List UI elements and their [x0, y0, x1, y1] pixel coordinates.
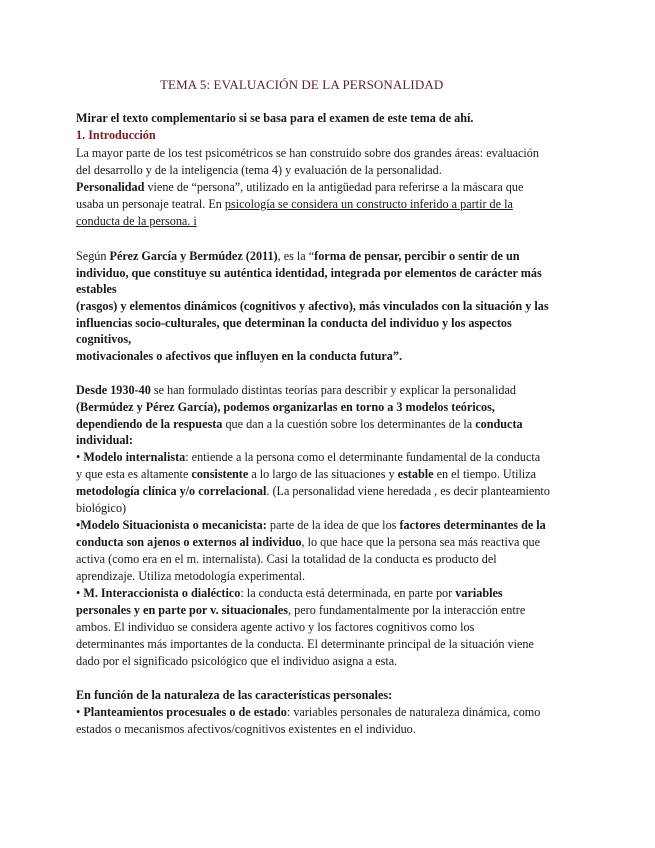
- text-run: conducta: [475, 417, 523, 431]
- text-run: estable: [397, 467, 434, 481]
- text-run: metodología clínica y/o correlacional: [76, 484, 267, 498]
- paragraph-line: [76, 382, 516, 398]
- paragraph-line: [76, 602, 525, 618]
- paragraph-line: [76, 416, 523, 432]
- section-subheading: En función de la naturaleza de las características personales:: [76, 688, 393, 702]
- paragraph-line: [76, 196, 513, 212]
- model-name: Modelo internalista: [83, 450, 186, 464]
- text-run: usaba un personaje teatral. En: [76, 197, 225, 211]
- model-name: •Modelo Situacionista o mecanicista:: [76, 518, 267, 532]
- paragraph-line: del desarrollo y de la inteligencia (tema 4) y evaluación de la personalidad.: [76, 163, 442, 177]
- definition-quote: influencias socio-culturales, que determinan la conducta del individuo y los aspectos: [76, 316, 512, 330]
- text-run: a lo largo de las situaciones y: [248, 467, 398, 481]
- date-range: Desde 1930-40: [76, 383, 151, 397]
- text-run: personales y en parte por v. situacionales: [76, 603, 289, 617]
- definition-quote: cognitivos,: [76, 332, 132, 346]
- paragraph-line: La mayor parte de los test psicométricos se han construido sobre dos grandes áreas: evaluación: [76, 146, 539, 160]
- text-run: , lo que hace que la persona sea más reactiva que: [301, 535, 541, 549]
- text-run: Planteamientos procesuales o de estado: [83, 705, 287, 719]
- paragraph-line: determinantes más importantes de la conducta. El determinante principal de la situación viene: [76, 637, 534, 651]
- paragraph-line: estados o mecanismos afectivos/cognitivos existentes en el individuo.: [76, 722, 416, 736]
- paragraph-line: activa (como era en el m. internalista). Casi la totalidad de la conducta es producto del: [76, 552, 497, 566]
- definition-quote: forma de pensar, percibir o sentir de un: [314, 249, 520, 263]
- citation: Pérez García y Bermúdez (2011): [109, 249, 278, 263]
- model-internalista: [76, 449, 540, 465]
- bullet: •: [76, 586, 84, 600]
- text-run: conducta son ajenos o externos al individuo: [76, 535, 302, 549]
- paragraph-line: individual:: [76, 433, 133, 447]
- text-run: factores determinantes de la: [399, 518, 546, 532]
- paragraph-line: [76, 248, 520, 264]
- model-situacionista: [76, 517, 546, 533]
- complementary-note: Mirar el texto complementario si se basa para el examen de este tema de ahí.: [76, 111, 474, 125]
- model-interaccionista: [76, 585, 503, 601]
- text-run: en el tiempo. Utiliza: [433, 467, 537, 481]
- text-run: que dan a la cuestión sobre los determinantes de la: [222, 417, 476, 431]
- paragraph-line: dado por el significado psicológico que el individuo asigna a esta.: [76, 654, 398, 668]
- paragraph-line: [76, 466, 536, 482]
- text-run: : la conducta está determinada, en parte por: [240, 586, 456, 600]
- paragraph-line: [76, 179, 523, 195]
- text-run: . (La personalidad viene heredada , es decir planteamiento: [266, 484, 550, 498]
- text-run: Según: [76, 249, 110, 263]
- text-run: , es la “: [277, 249, 315, 263]
- paragraph-line: [76, 534, 540, 550]
- definition-quote: (rasgos) y elementos dinámicos (cognitivos y afectivo), más vinculados con la situación y las: [76, 299, 549, 313]
- text-run: se han formulado distintas teorías para describir y explicar la personalidad: [150, 383, 516, 397]
- paragraph-line: aprendizaje. Utiliza metodología experimental.: [76, 569, 306, 583]
- bullet: •: [76, 705, 84, 719]
- section-heading-introduccion: 1. Introducción: [76, 128, 156, 142]
- definition-quote: individuo, que constituye su auténtica identidad, integrada por elementos de carácter más: [76, 266, 542, 280]
- text-run: , pero fundamentalmente por la interacción entre: [288, 603, 526, 617]
- definition-quote: estables: [76, 282, 117, 296]
- paragraph-line: ambos. El individuo se considera agente activo y los factores cognitivos como los: [76, 620, 475, 634]
- text-run: viene de “persona”, utilizado en la antigüedad para referirse a la máscara que: [144, 180, 524, 194]
- text-run: : variables personales de naturaleza dinámica, como: [286, 705, 541, 719]
- underlined-definition: conducta de la persona. i: [76, 214, 197, 228]
- definition-quote: motivacionales o afectivos que influyen en la conducta futura”.: [76, 349, 403, 363]
- text-run: consistente: [191, 467, 249, 481]
- bullet: •: [76, 450, 84, 464]
- paragraph-line: (Bermúdez y Pérez García), podemos organizarlas en torno a 3 modelos teóricos,: [76, 400, 495, 414]
- paragraph-line: biológico): [76, 501, 127, 515]
- text-run: y que esta es altamente: [76, 467, 192, 481]
- paragraph-line: [76, 483, 550, 499]
- page-title: TEMA 5: EVALUACIÓN DE LA PERSONALIDAD: [160, 77, 444, 92]
- underlined-definition: psicología se considera un constructo inferido a partir de la: [224, 197, 513, 211]
- text-run: : entiende a la persona como el determinante fundamental de la conducta: [185, 450, 541, 464]
- model-name: M. Interaccionista o dialéctico: [83, 586, 241, 600]
- text-run: parte de la idea de que los: [266, 518, 400, 532]
- text-run: dependiendo de la respuesta: [76, 417, 223, 431]
- text-run: variables: [455, 586, 503, 600]
- list-item: [76, 704, 540, 720]
- term-personalidad: Personalidad: [76, 180, 145, 194]
